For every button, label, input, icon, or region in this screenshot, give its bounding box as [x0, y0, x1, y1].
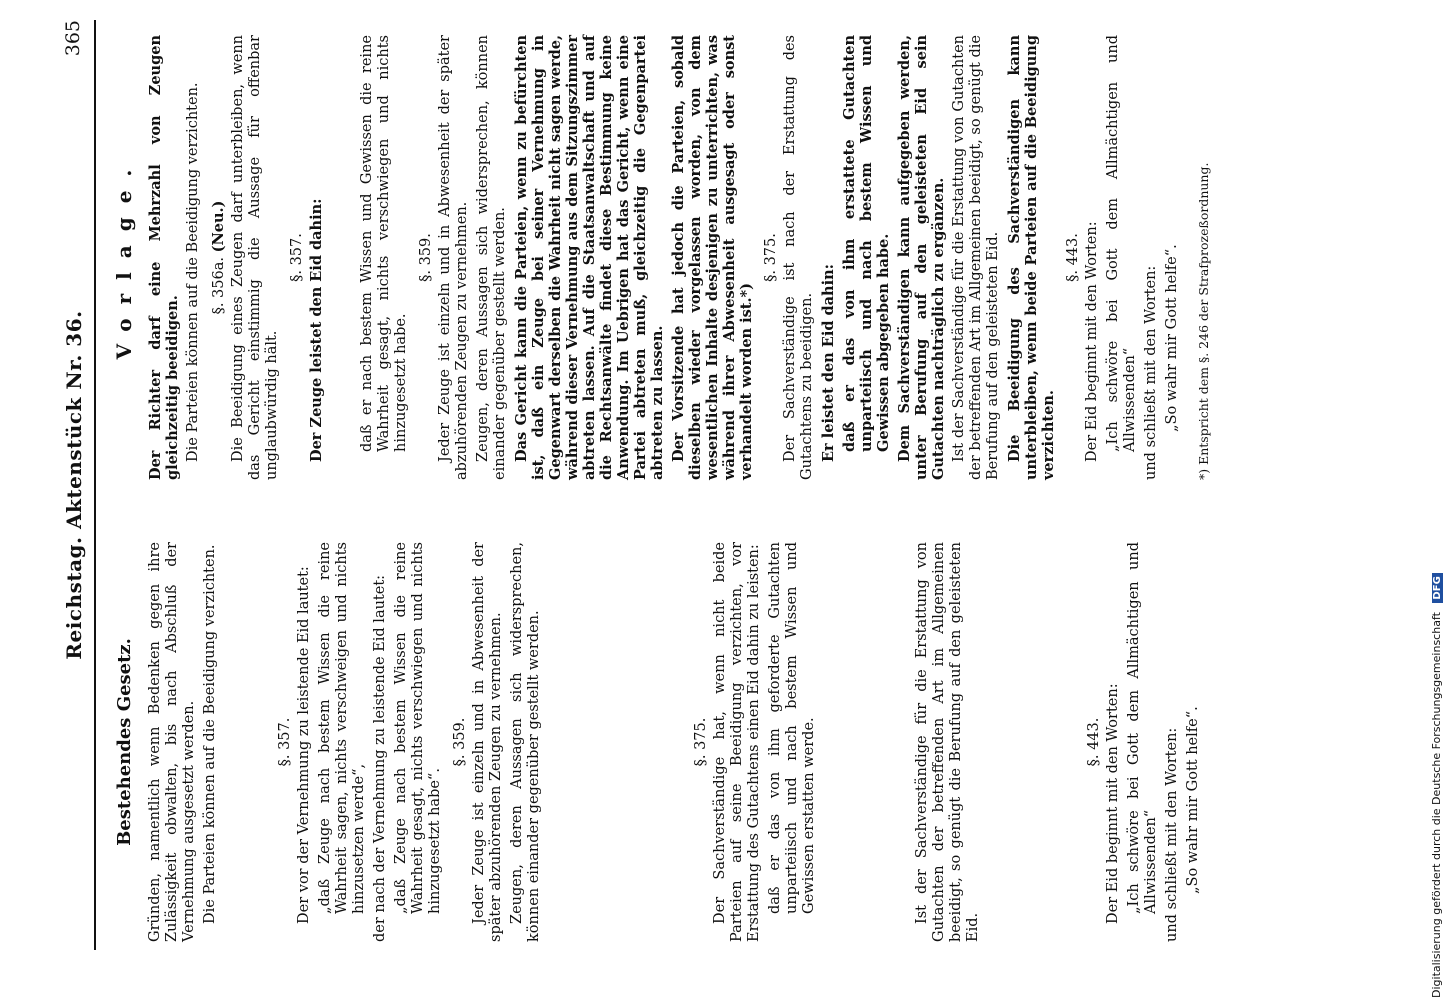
section-heading: §. 359. [452, 717, 468, 767]
paragraph: Der Vorsitzende hat jedoch die Parteien, sobald dieselben wieder vorgelassen worden, von dem wesentlichen Inhalte desjenigen zu unterrichten, was während ihrer Abwesenheit ausgesagt oder sonst verhandelt worden ist.*) [670, 35, 755, 480]
paragraph: Der Eid beginnt mit den Worten: [1084, 221, 1100, 462]
section-heading: §. 443. [1086, 717, 1102, 767]
quote: „Ich schwöre bei Gott dem Allmächtigen und Allwissenden“ [1126, 542, 1159, 914]
credit-text: Digitalisierung gefördert durch die Deutsche Forschungsgemeinschaft [1430, 612, 1443, 998]
paragraph: Ist der Sachverständige für die Erstattung von Gutachten der betreffenden Art im Allgemeinen beeidigt, so genügt die Berufung auf den geleisteten Eid. [914, 542, 981, 942]
paragraph: Jeder Zeuge ist einzeln und in Abwesenheit der später abzuhörenden Zeugen zu vernehmen. [437, 35, 470, 480]
quote: „So wahr mir Gott helfe“. [1164, 244, 1180, 432]
paragraph: Die Beeidigung eines Zeugen darf unterbleiben, wenn das Gericht einstimmig die Aussage für offenbar unglaubwürdig hält. [230, 35, 280, 480]
column-title-existing: Bestehendes Gesetz. [114, 638, 135, 846]
paragraph: Die Parteien können auf die Beeidigung verzichten. [185, 82, 201, 462]
paragraph: Dem Sachverständigen kann aufgegeben werden, unter Berufung auf den geleisteten Eid sein Gutachten nachträglich zu ergänzen. [896, 35, 947, 480]
paragraph: und schließt mit den Worten: [1164, 727, 1180, 942]
paragraph: Zeugen, deren Aussagen sich widersprechen, können einander gegenüber gestellt werden. [509, 542, 542, 942]
paragraph: der nach der Vernehmung zu leistende Eid lautet: [372, 574, 388, 942]
paragraph: Der Sachverständige hat, wenn nicht beide Parteien auf seine Beeidigung verzichten, vor Erstattung des Gutachtens einen Eid dahin zu leisten: [712, 542, 762, 942]
quote: „daß Zeuge nach bestem Wissen die reine Wahrheit gesagt, nichts verschwiegen und nichts hinzugesetzt habe“. [393, 542, 443, 914]
paragraph: Der Sachverständige ist nach der Erstattung des Gutachtens zu beeidigen. [782, 35, 815, 480]
column-existing-law [108, 542, 1206, 942]
footnote: *) Entspricht dem §. 246 der Strafprozeßordnung. [1196, 162, 1211, 480]
section-heading: §. 357. [289, 233, 305, 282]
column-proposal [108, 35, 1216, 480]
header-rule [94, 20, 96, 950]
quote: daß er nach bestem Wissen und Gewissen die reine Wahrheit gesagt, nichts verschwiegen und nichts hinzugesetzt habe. [359, 35, 409, 452]
page-header [60, 20, 100, 950]
paragraph: Der Richter darf eine Mehrzahl von Zeugen gleichzeitig beeidigen. [147, 35, 181, 480]
dfg-logo: DFG [1432, 573, 1443, 602]
section-heading: §. 359. [418, 233, 434, 282]
column-title-proposal: Vorlage. [112, 155, 136, 360]
page-number: 365 [62, 20, 84, 57]
section-number: §. 356a. [211, 257, 227, 315]
digitization-credit [1430, 8, 1443, 998]
paragraph: Der vor der Vernehmung zu leistende Eid lautet: [296, 566, 312, 924]
quote: daß er das von ihm erstattete Gutachten unparteiisch und nach bestem Wissen und Gewissen abgegeben habe. [841, 35, 892, 452]
paragraph: und schließt mit den Worten: [1143, 265, 1159, 480]
section-heading: §. 375. [763, 233, 779, 282]
quote: „daß Zeuge nach bestem Wissen die reine Wahrheit sagen, nichts verschweigen und nichts hinzusetzen werde“, [317, 542, 367, 914]
running-title: Reichstag. Aktenstück Nr. 36. [62, 310, 86, 660]
section-heading: §. 357. [277, 717, 293, 767]
paragraph: Der Zeuge leistet den Eid dahin: [308, 198, 325, 462]
paragraph: Jeder Zeuge ist einzeln und in Abwesenheit der später abzuhörenden Zeugen zu vernehmen. [471, 542, 504, 942]
paragraph: Gründen, namentlich wenn Bedenken gegen ihre Zulässigkeit obwalten, bis nach Abschluß der Vernehmung ausgesetzt werden. [147, 542, 197, 942]
section-heading: §. 443. [1065, 233, 1081, 282]
quote: „So wahr mir Gott helfe“. [1185, 706, 1201, 894]
section-heading: §. 375. [693, 717, 709, 767]
section-heading [210, 35, 228, 480]
paragraph: Zeugen, deren Aussagen sich widersprechen, können einander gegenüber gestellt werden. [475, 35, 508, 480]
paragraph: Die Beeidigung des Sachverständigen kann unterbleiben, wenn beide Parteien auf die Beeidigung verzichten. [1006, 35, 1057, 480]
paragraph: Er leistet den Eid dahin: [820, 264, 837, 462]
paragraph: Ist der Sachverständige für die Erstattung von Gutachten der betreffenden Art im Allgemeinen beeidigt, so genügt die Berufung auf den geleisteten Eid. [951, 35, 1001, 480]
quote: daß er das von ihm geforderte Gutachten unparteiisch und nach bestem Wissen und Gewissen erstatten werde. [767, 542, 817, 914]
paragraph: Der Eid beginnt mit den Worten: [1105, 683, 1121, 924]
paragraph: Das Gericht kann die Parteien, wenn zu befürchten ist, daß ein Zeuge bei seiner Vernehmung in Gegenwart derselben die Wahrheit nicht sagen werde, während dieser Vernehmung aus dem Sitzungszimmer abtreten lassen. Auf die Staatsanwaltschaft und auf die Rechtsanwälte findet diese Bestimmung keine Anwendung. Im Uebrigen hat das Gericht, wenn eine Partei abtreten muß, gleichzeitig die Gegenpartei abtreten zu lassen. [513, 35, 666, 480]
new-badge: (Neu.) [210, 200, 227, 253]
paragraph: Die Parteien können auf die Beeidigung verzichten. [202, 544, 218, 924]
quote: „Ich schwöre bei Gott dem Allmächtigen und Allwissenden“ [1105, 35, 1138, 452]
